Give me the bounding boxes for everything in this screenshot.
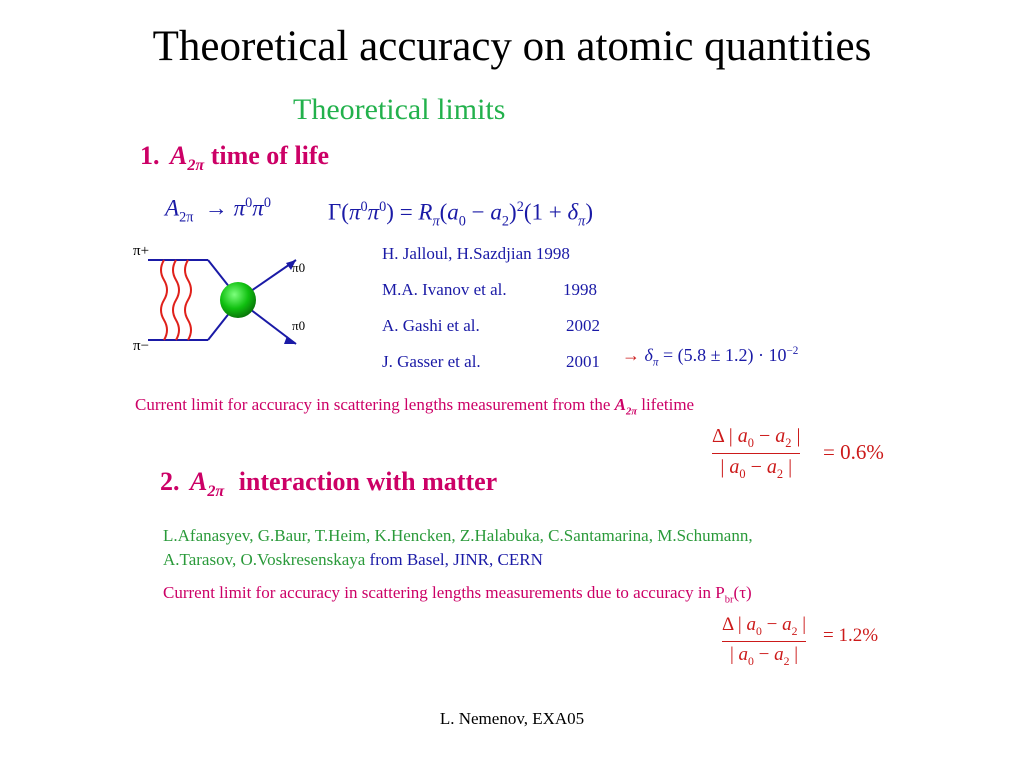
reference-3: A. Gashi et al. [382,316,480,335]
slide-title: Theoretical accuracy on atomic quantities [152,23,872,70]
section2-number: 2. [160,467,180,496]
limit-text-2: Current limit for accuracy in scattering lengths measurements due to accuracy in $P_{br}(\tau)$ [163,583,752,606]
accuracy-fraction-2: Δ | $a_0 - a_2$ | | $a_0 - a_2$ | [722,614,807,668]
authors-line-1: L.Afanasyev, G.Baur, T.Heim, K.Hencken, Z.Halabuka, C.Santamarina, M.Schumann, [163,526,753,545]
pi0-top-label: π0 [292,260,306,275]
section2-heading: 2. $A_{2\pi}$ interaction with matter [160,467,498,501]
section1-heading-text: time of life [210,141,330,170]
reference-3-year: 2002 [566,316,600,335]
reference-4-year: 2001 [566,352,600,371]
accuracy-value-1: = 0.6% [823,440,884,464]
slide-subtitle: Theoretical limits [293,93,506,126]
pi-minus-label: π− [133,338,150,354]
section1-number: 1. [140,141,160,170]
delta-result: → $\delta_\pi = (5.8 \pm 1.2) \cdot 10^{-2}$ [622,345,799,369]
accuracy-value-2: = 1.2% [823,625,879,646]
reference-1: H. Jalloul, H.Sazdjian 1998 [382,244,570,263]
photon-exchange-lines [161,260,191,340]
reference-2-year: 1998 [563,280,597,299]
width-formula: $\Gamma(\pi^0\pi^0) = R_\pi(a_0 - a_2)^2(1 + \delta_\pi)$ [328,199,593,230]
accuracy-fraction-1: Δ | $a_0 - a_2$ | | $a_0 - a_2$ | [712,425,801,481]
interaction-vertex [220,282,256,318]
slide-footer: L. Nemenov, EXA05 [439,709,585,728]
section1-heading: 1. $A_{2\pi}$ time of life [140,141,330,175]
section2-heading-text: interaction with matter [238,467,498,496]
pi-plus-label: π+ [133,243,150,259]
reference-4: J. Gasser et al. [382,352,481,371]
pi0-bottom-label: π0 [292,318,306,333]
decay-equation: $A_{2\pi} \to \pi^0\pi^0$ [165,195,271,226]
authors-line-2: A.Tarasov, O.Voskresenskaya from Basel, JINR, CERN [163,550,543,569]
decay-diagram [130,240,315,360]
reference-2: M.A. Ivanov et al. [382,280,507,299]
limit-text-1: Current limit for accuracy in scattering lengths measurement from the $A_{2\pi}$ lifetime [135,395,695,418]
